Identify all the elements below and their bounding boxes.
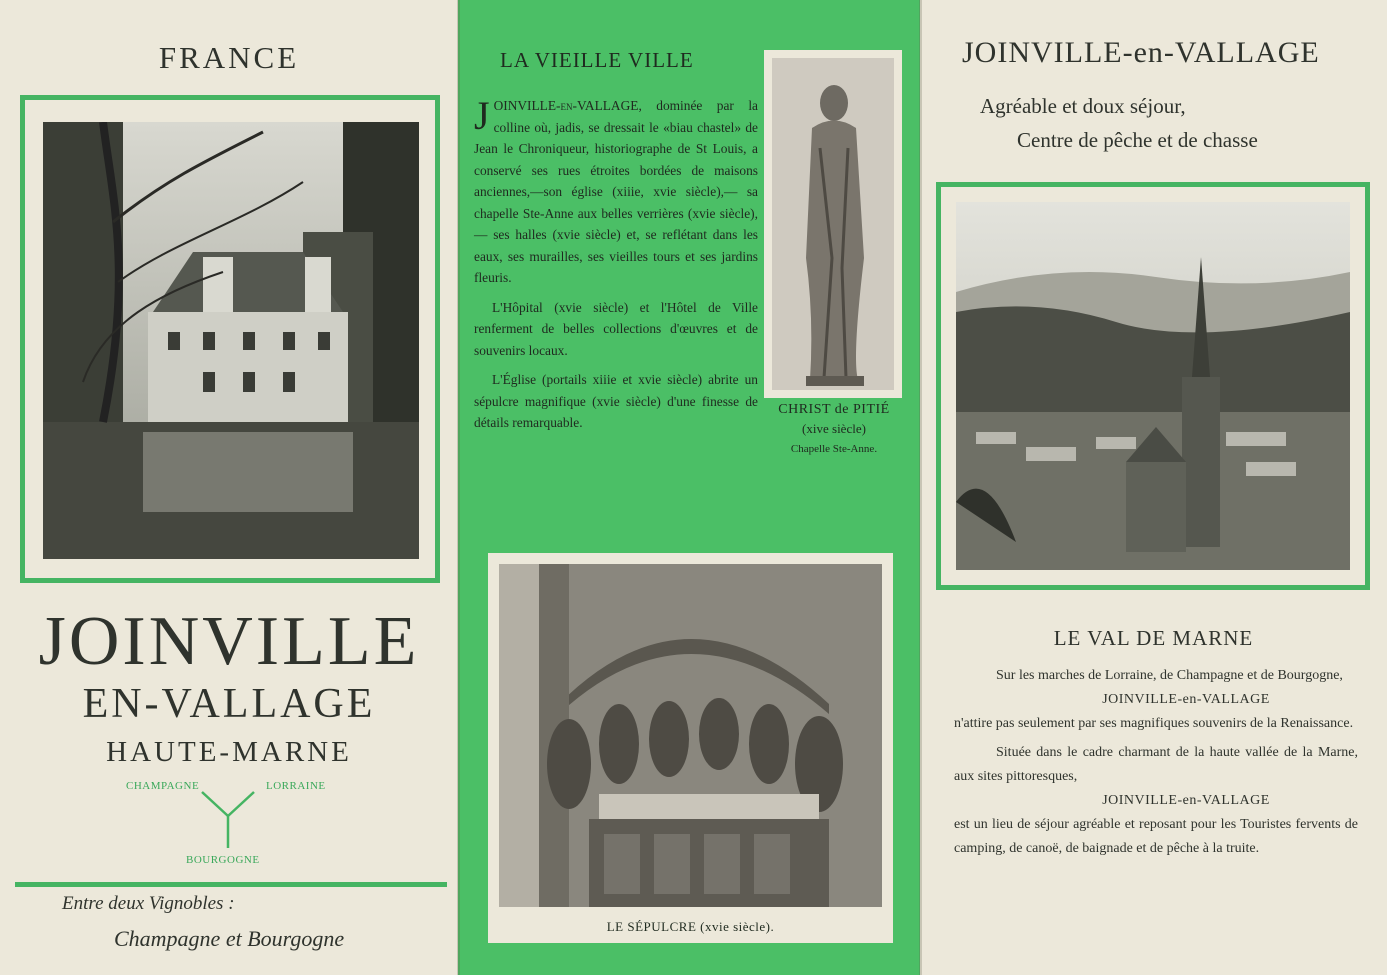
chateau-photo — [43, 122, 419, 559]
christ-statue-photo — [772, 58, 894, 390]
paragraph-1-text: , dominée par la colline où, jadis, se dressait le «biau chastel» de Jean le Chroniqueur, historiographe de St Louis, a conservé ses rues étroites bordées de maisons anciennes,—son église (xiiie, xvie siècle),— sa chapelle Ste-Anne aux belles verrières (xvie siècle), — ses halles (xvie siècle) et, se reflétant dans les eaux, ses murailles, ses vieilles tours et ses jardins fleuris. — [474, 98, 758, 285]
town-name-2: JOINVILLE-en-VALLAGE — [1102, 793, 1270, 808]
town-name: OINVILLE-en-VALLAGE — [493, 98, 639, 113]
town-name-1: JOINVILLE-en-VALLAGE — [1102, 692, 1270, 707]
title-en-vallage: EN-VALLAGE — [82, 681, 376, 727]
body-paragraph-1: Sur les marches de Lorraine, de Champagne et de Bourgogne, — [996, 668, 1343, 683]
divider — [15, 882, 447, 887]
vignobles-line: Entre deux Vignobles : — [62, 893, 235, 914]
paragraph-3: L'Église (portails xiiie et xvie siècle) abrite un sépulcre magnifique (xvie siècle) d'une finesse de détails remarquable. — [474, 372, 758, 430]
region-lorraine: LORRAINE — [266, 780, 326, 792]
title-joinville: JOINVILLE — [38, 603, 420, 680]
dropcap: J — [474, 93, 490, 138]
sepulcre-photo-frame — [488, 553, 893, 943]
statue-caption — [758, 402, 910, 455]
val-de-marne-text — [954, 664, 1358, 861]
valley-church-photo — [956, 202, 1350, 570]
panel-middle — [458, 0, 920, 975]
chateau-photo-frame — [20, 95, 440, 583]
region-champagne: CHAMPAGNE — [126, 780, 200, 792]
sepulcre-caption: LE SÉPULCRE (xvie siècle). — [606, 919, 775, 934]
title-haute-marne: HAUTE-MARNE — [106, 736, 352, 768]
vignobles-names: Champagne et Bourgogne — [114, 926, 345, 951]
body-paragraph-2: n'attire pas seulement par ses magnifiques souvenirs de la Renaissance. — [954, 716, 1354, 731]
panel-left — [0, 0, 458, 975]
statue-photo-frame — [764, 50, 902, 398]
vieille-ville-heading: LA VIEILLE VILLE — [500, 48, 694, 72]
panel-right — [920, 0, 1387, 975]
fold-line — [457, 0, 460, 975]
fold-line — [919, 0, 922, 975]
body-paragraph-4: est un lieu de séjour agréable et reposant pour les Touristes fervents de camping, de canoë, de baignade et de pêche à la truite. — [954, 817, 1358, 856]
statue-caption-place: Chapelle Ste-Anne. — [790, 443, 878, 455]
paragraph-1 — [474, 95, 758, 289]
statue-caption-title: CHRIST de PITIÉ — [778, 402, 890, 417]
valley-photo-frame — [936, 182, 1370, 590]
body-paragraph-3: Située dans le cadre charmant de la haute vallée de la Marne, aux sites pittoresques, — [954, 745, 1358, 784]
country-heading: FRANCE — [158, 40, 300, 75]
right-title: JOINVILLE-en-VALLAGE — [962, 36, 1320, 69]
val-de-marne-heading: LE VAL DE MARNE — [1053, 626, 1254, 650]
paragraph-2: L'Hôpital (xvie siècle) et l'Hôtel de Ville renferment de belles collections d'œuvres et de souvenirs locaux. — [474, 299, 758, 358]
right-subtitle-2: Centre de pêche et de chasse — [1017, 128, 1258, 152]
vieille-ville-text — [474, 95, 758, 442]
statue-caption-date: (xive siècle) — [802, 421, 866, 436]
region-bourgogne: BOURGOGNE — [186, 854, 260, 866]
sepulcre-photo — [499, 564, 882, 907]
right-subtitle-1: Agréable et doux séjour, — [980, 94, 1186, 118]
region-junction-icon — [198, 788, 258, 848]
